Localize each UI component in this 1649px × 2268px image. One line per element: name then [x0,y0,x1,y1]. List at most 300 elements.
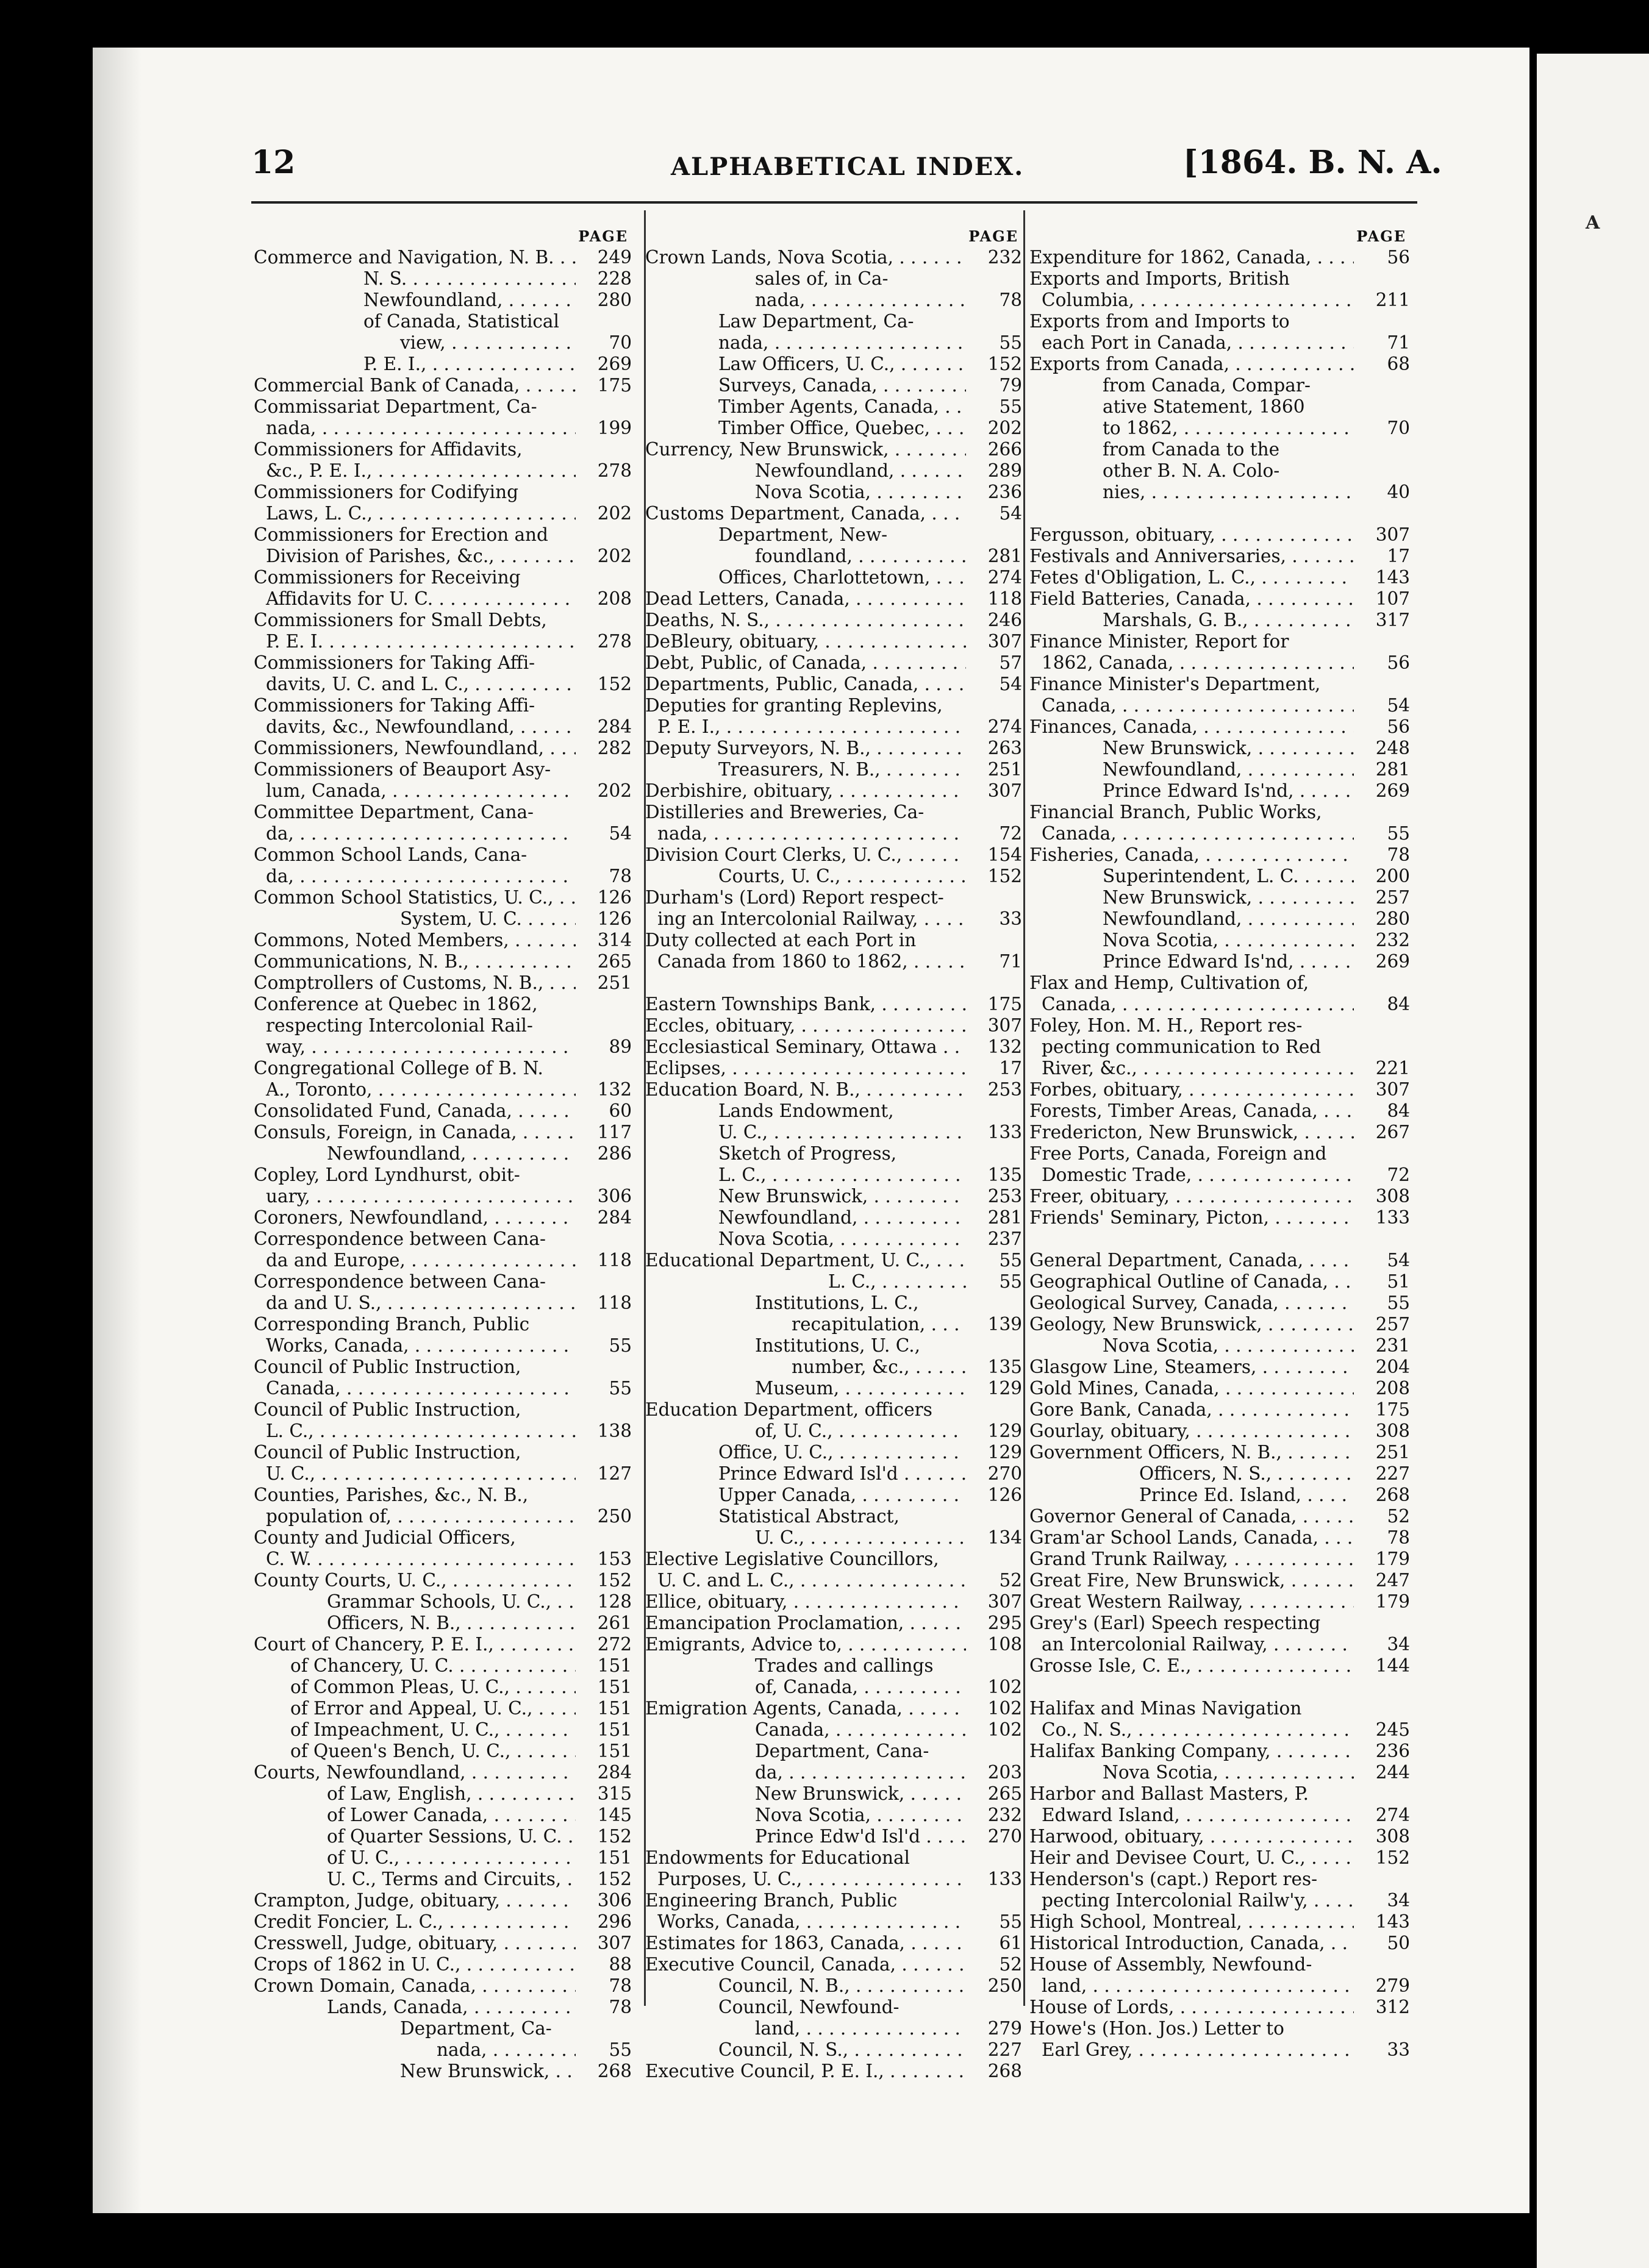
index-entry [1029,1805,1410,1826]
index-entry [1029,695,1410,716]
entry-page-number: 33 [1387,2039,1410,2060]
entry-text: Nova Scotia, . . [645,1805,966,1826]
entry-text: Dead Letters, Canada, . . [645,588,966,610]
index-entry [1029,1357,1410,1378]
entry-page-number: 134 [987,1527,1022,1548]
entry-page-number: 269 [1375,780,1410,801]
entry-page-number [576,994,632,1015]
entry-text: Endowments for Educational [645,1847,910,1868]
entry-text: Canada, . . [254,1378,576,1399]
index-entry [645,1357,1022,1378]
entry-text: Nova Scotia, . . [645,1228,966,1250]
entry-text: da, . . [254,866,576,887]
entry-text: of Law, English, . . [254,1783,576,1805]
index-entry [1029,738,1410,759]
entry-text: an Intercolonial Railway, . . [1029,1634,1354,1655]
entry-text: Commissioners, Newfoundland, . . [254,738,576,759]
adjacent-page-edge: A [1537,54,1649,2268]
index-entry [254,1228,632,1250]
entry-page-number: 118 [597,1250,632,1271]
index-entry [645,439,1022,460]
entry-page-number: 135 [987,1164,1022,1185]
entry-text: New Brunswick, . . [1029,738,1354,759]
entry-page-number: 280 [1375,908,1410,929]
entry-text: Communications, N. B., . . [254,951,576,972]
entry-text: Crops of 1862 in U. C., . . [254,1954,576,1975]
entry-text: Finance Minister's Department, [1029,674,1321,694]
index-entry [645,1143,1022,1164]
entry-page-number: 79 [999,375,1022,396]
index-entry [645,1100,1022,1122]
entry-text: Fergusson, obituary, . . [1029,524,1354,546]
entry-page-number: 307 [1375,1079,1410,1100]
entry-text: Credit Foncier, L. C., . . [254,1911,576,1933]
entry-page-number: 281 [987,546,1022,566]
entry-page-number [1354,1036,1410,1058]
entry-page-number: 244 [1375,1762,1410,1783]
entry-page-number: 84 [1387,1100,1410,1121]
entry-text: Counties, Parishes, &c., N. B., [254,1485,529,1505]
entry-page-number: 84 [1387,994,1410,1015]
entry-text: Newfoundland, . . [645,1207,966,1228]
section-gap [1029,1677,1410,1698]
entry-page-number [576,567,632,588]
entry-page-number: 118 [987,588,1022,609]
index-entry [254,503,632,524]
entry-text: System, U. C. . . [254,908,576,930]
entry-page-number [576,439,632,460]
entry-page-number: 133 [987,1869,1022,1889]
entry-text: Financial Branch, Public Works, [1029,802,1322,822]
index-entry [254,354,632,375]
entry-page-number: 17 [1387,546,1410,566]
entry-page-number: 132 [987,1036,1022,1057]
index-entry [645,268,1022,290]
entry-text: nada, . . [254,418,576,439]
index-entry [1029,1911,1410,1933]
entry-text: Department, Cana- [755,1741,929,1761]
entry-text: Gore Bank, Canada, . . [1029,1399,1354,1421]
entry-text: Halifax and Minas Navigation [1029,1698,1302,1719]
entry-page-number: 307 [987,631,1022,652]
entry-text: Historical Introduction, Canada, . . [1029,1933,1354,1954]
entry-page-number: 261 [597,1613,632,1633]
entry-page-number [576,652,632,674]
entry-page-number [1354,375,1410,396]
index-entry [1029,1015,1410,1036]
entry-text: recapitulation, . . [645,1314,966,1335]
index-entry [1029,1933,1410,1954]
index-entry [254,674,632,695]
entry-page-number [576,1164,632,1186]
entry-text: Forests, Timber Areas, Canada, . . [1029,1100,1354,1122]
index-entry [254,1335,632,1357]
entry-text: Works, Canada, . . [645,1911,966,1933]
entry-page-number: 245 [1375,1719,1410,1740]
entry-text: Government Officers, N. B., . . [1029,1442,1354,1463]
entry-page-number: 249 [597,247,632,268]
entry-text: Law Department, Ca- [718,311,914,332]
entry-text: other B. N. A. Colo- [1103,460,1280,481]
entry-page-number: 250 [987,1975,1022,1996]
entry-page-number: 308 [1375,1186,1410,1207]
entry-text: from Canada to the [1103,439,1280,460]
entry-page-number: 56 [1387,652,1410,673]
index-entry [254,1805,632,1826]
index-entry [1029,802,1410,823]
entry-page-number [1354,1015,1410,1036]
entry-text: sales of, in Ca- [755,268,889,289]
entry-text: ative Statement, 1860 [1103,396,1305,417]
index-entry [254,887,632,908]
index-entry [254,311,632,332]
index-entry [645,418,1022,439]
entry-page-number: 152 [597,1869,632,1889]
entry-text: Emancipation Proclamation, . . [645,1613,966,1634]
entry-text: Division of Parishes, &c., . . [254,546,576,567]
entry-page-number: 129 [987,1378,1022,1399]
entry-page-number: 208 [597,588,632,609]
entry-page-number [576,1015,632,1036]
entry-page-number: 33 [999,908,1022,929]
index-entry [254,1997,632,2018]
entry-text: Earl Grey, . . [1029,2039,1354,2061]
index-entry [254,759,632,780]
entry-page-number: 251 [1375,1442,1410,1463]
entry-text: Grammar Schools, U. C., . . [254,1591,576,1613]
index-entry [254,1058,632,1079]
entry-page-number: 145 [597,1805,632,1825]
entry-page-number: 202 [597,780,632,801]
entry-text: C. W. . . [254,1549,576,1570]
entry-page-number: 274 [987,567,1022,588]
index-entry [645,1655,1022,1677]
entry-page-number [1354,1613,1410,1634]
entry-page-number: 54 [1387,695,1410,716]
index-entry [254,482,632,503]
index-entry [1029,1186,1410,1207]
entry-text: foundland, . . [645,546,966,567]
entry-page-number: 127 [597,1463,632,1484]
entry-text: Common School Lands, Cana- [254,844,528,865]
index-entry [645,1506,1022,1527]
index-entry [1029,1506,1410,1527]
index-entry [254,1100,632,1122]
index-entry [254,1762,632,1783]
entry-text: nies, . . [1029,482,1354,503]
index-entry [645,802,1022,823]
entry-text: nada, . . [254,2039,576,2061]
entry-text: P. E. I., . . [645,716,966,738]
entry-text: New Brunswick, . . [645,1783,966,1805]
entry-text: Canada from 1860 to 1862, . . [645,951,966,972]
index-entry [1029,1655,1410,1677]
entry-page-number: 52 [999,1570,1022,1591]
index-entry [645,1677,1022,1698]
entry-page-number: 72 [999,823,1022,844]
entry-text: Estimates for 1863, Canada, . . [645,1933,966,1954]
page-gutter-shadow [93,48,141,2213]
entry-text: Officers, N. B., . . [254,1613,576,1634]
index-entry [254,1677,632,1698]
entry-text: Commissioners for Small Debts, [254,610,547,630]
entry-text: nada, . . [645,290,966,311]
entry-page-number: 51 [1387,1271,1410,1292]
index-entry [645,866,1022,887]
index-entry [1029,866,1410,887]
entry-text: Commissioners for Affidavits, [254,439,523,460]
entry-text: Canada, . . [1029,994,1354,1015]
entry-page-number: 246 [987,610,1022,630]
entry-text: L. C., . . [645,1164,966,1186]
index-entry [1029,652,1410,674]
entry-text: Currency, New Brunswick, . . [645,439,966,460]
entry-text: Governor General of Canada, . . [1029,1506,1354,1527]
index-entry [254,972,632,994]
entry-page-number: 139 [987,1314,1022,1335]
entry-page-number: 107 [1375,588,1410,609]
entry-text: Education Board, N. B., . . [645,1079,966,1100]
index-entry [254,1442,632,1463]
index-entry [1029,1314,1410,1335]
entry-page-number: 78 [609,1997,632,2017]
entry-page-number: 55 [609,2039,632,2060]
section-gap [1029,503,1410,524]
entry-text: Fredericton, New Brunswick, . . [1029,1122,1354,1143]
entry-page-number: 266 [987,439,1022,460]
entry-text: Cresswell, Judge, obituary, . . [254,1933,576,1954]
entry-text: L. C., . . [254,1421,576,1442]
index-entry [1029,1869,1410,1890]
entry-text: Education Department, officers [645,1399,932,1420]
entry-page-number: 272 [597,1634,632,1655]
entry-page-number [966,1100,1022,1122]
index-entry [254,1357,632,1378]
index-entry [645,546,1022,567]
index-entry [645,1826,1022,1847]
entry-page-number: 247 [1375,1570,1410,1591]
entry-text: Ecclesiastical Seminary, Ottawa . . [645,1036,966,1058]
index-entry [645,332,1022,354]
index-entry [254,1570,632,1591]
index-entry [1029,567,1410,588]
entry-page-number: 56 [1387,247,1410,268]
index-entry [645,1719,1022,1741]
index-entry [1029,1783,1410,1805]
index-entry [254,588,632,610]
entry-text: Prince Edw'd Isl'd . . [645,1826,966,1847]
index-entry [1029,1421,1410,1442]
entry-page-number: 78 [609,1975,632,1996]
entry-text: Corresponding Branch, Public [254,1314,530,1335]
entry-text: Office, U. C., . . [645,1442,966,1463]
entry-page-number: 265 [597,951,632,972]
entry-text: House of Lords, . . [1029,1997,1354,2018]
entry-page-number [576,524,632,546]
entry-text: Council of Public Instruction, [254,1442,521,1463]
entry-text: U. C., . . [645,1527,966,1549]
entry-text: Newfoundland, . . [1029,759,1354,780]
entry-text: davits, &c., Newfoundland, . . [254,716,576,738]
entry-page-number: 270 [987,1826,1022,1847]
index-entry [254,1527,632,1549]
index-entry [645,482,1022,503]
index-entry [254,908,632,930]
entry-page-number: 50 [1387,1933,1410,1953]
entry-text: Grey's (Earl) Speech respecting [1029,1613,1321,1633]
entry-text: General Department, Canada, . . [1029,1250,1354,1271]
entry-page-number [966,695,1022,716]
index-entry [1029,1058,1410,1079]
entry-text: Law Officers, U. C., . . [645,354,966,375]
entry-text: Superintendent, L. C. . . [1029,866,1354,887]
entry-text: of Lower Canada, . . [254,1805,576,1826]
entry-page-number: 152 [987,866,1022,886]
index-entry [254,1421,632,1442]
index-entry [645,1058,1022,1079]
index-entry [1029,1485,1410,1506]
index-entry [1029,1527,1410,1549]
entry-page-number: 281 [987,1207,1022,1228]
index-entry [645,524,1022,546]
index-entry [645,1207,1022,1228]
index-entry [1029,1399,1410,1421]
entry-text: Courts, U. C., . . [645,866,966,887]
entry-text: Prince Ed. Island, . . [1029,1485,1354,1506]
entry-text: Purposes, U. C., . . [645,1869,966,1890]
entry-text: of Common Pleas, U. C., . . [254,1677,576,1698]
index-entry [1029,1549,1410,1570]
index-entry [1029,1378,1410,1399]
entry-text: Newfoundland, . . [254,290,576,311]
entry-text: A., Toronto, . . [254,1079,576,1100]
entry-text: Lands Endowment, [718,1100,894,1121]
entry-page-number: 221 [1375,1058,1410,1079]
entry-page-number: 68 [1387,354,1410,374]
entry-page-number: 52 [999,1954,1022,1975]
index-entry [254,2061,632,2082]
entry-text: to 1862, . . [1029,418,1354,439]
entry-page-number: 211 [1375,290,1410,310]
index-entry [254,1741,632,1762]
entry-text: Distilleries and Breweries, Ca- [645,802,925,822]
entry-text: Courts, Newfoundland, . . [254,1762,576,1783]
index-entry [645,695,1022,716]
entry-text: Laws, L. C., . . [254,503,576,524]
entry-page-number [1354,1143,1410,1164]
entry-text: Canada, . . [1029,695,1354,716]
entry-page-number: 133 [987,1122,1022,1143]
entry-text: Customs Department, Canada, . . [645,503,966,524]
entry-text: Domestic Trade, . . [1029,1164,1354,1186]
entry-text: Common School Statistics, U. C., . . [254,887,576,908]
index-entry [254,866,632,887]
entry-page-number [966,1847,1022,1869]
index-entry [645,588,1022,610]
index-entry [1029,1741,1410,1762]
index-entry [1029,1442,1410,1463]
entry-text: Expenditure for 1862, Canada, . . [1029,247,1354,268]
index-entry [645,1399,1022,1421]
index-entry [254,247,632,268]
section-gap [645,972,1022,994]
edition-label: [1864. B. N. A. [1183,144,1442,181]
index-entry [645,1463,1022,1485]
entry-text: County and Judicial Officers, [254,1527,516,1548]
entry-page-number: 253 [987,1186,1022,1207]
entry-page-number [576,1485,632,1506]
entry-page-number [1354,460,1410,482]
index-entry [1029,268,1410,290]
index-entry [254,1719,632,1741]
column-divider [1023,210,1025,2006]
entry-page-number: 251 [597,972,632,993]
entry-page-number [966,1997,1022,2018]
index-entry [1029,1634,1410,1655]
index-entry [254,1783,632,1805]
index-entry [645,1485,1022,1506]
index-entry [254,1826,632,1847]
index-entry [1029,247,1410,268]
entry-text: Commerce and Navigation, N. B. . . [254,247,576,268]
entry-page-number [576,1399,632,1421]
index-entry [1029,1122,1410,1143]
entry-page-number: 278 [597,631,632,652]
index-entry [1029,844,1410,866]
entry-text: land, . . [645,2018,966,2039]
index-entry [1029,588,1410,610]
entry-text: nada, . . [645,332,966,354]
index-entry [1029,332,1410,354]
entry-text: Institutions, L. C., [755,1293,919,1313]
entry-text: Educational Department, U. C., . . [645,1250,966,1271]
index-entry [645,844,1022,866]
entry-text: da and U. S., . . [254,1293,576,1314]
entry-page-number: 54 [1387,1250,1410,1271]
index-entry [254,930,632,951]
entry-text: Executive Council, P. E. I., . . [645,2061,966,2082]
index-entry [254,631,632,652]
index-entry [254,1549,632,1570]
entry-text: Council, Newfound- [718,1997,900,2017]
index-entry [254,610,632,631]
entry-text: of Error and Appeal, U. C., . . [254,1698,576,1719]
index-entry [645,780,1022,802]
entry-page-number [966,1399,1022,1421]
entry-text: Council, N. B., . . [645,1975,966,1997]
entry-text: Exports and Imports, British [1029,268,1290,289]
index-entry [254,951,632,972]
entry-text: Freer, obituary, . . [1029,1186,1354,1207]
index-entry [254,1164,632,1186]
entry-page-number [576,695,632,716]
entry-text: number, &c., . . [645,1357,966,1378]
entry-text: DeBleury, obituary, . . [645,631,966,652]
entry-page-number: 54 [609,823,632,844]
page-column-label: PAGE [1356,227,1406,245]
entry-page-number: 179 [1375,1591,1410,1612]
entry-text: Commissariat Department, Ca- [254,396,537,417]
entry-page-number [1354,1869,1410,1890]
entry-page-number: 40 [1387,482,1410,502]
entry-text: Ellice, obituary, . . [645,1591,966,1613]
entry-page-number: 228 [597,268,632,289]
entry-page-number [1354,1698,1410,1719]
entry-text: ing an Intercolonial Railway, . . [645,908,966,930]
index-entry [645,1015,1022,1036]
entry-page-number: 151 [597,1698,632,1719]
entry-text: U. C. and L. C., . . [645,1570,966,1591]
